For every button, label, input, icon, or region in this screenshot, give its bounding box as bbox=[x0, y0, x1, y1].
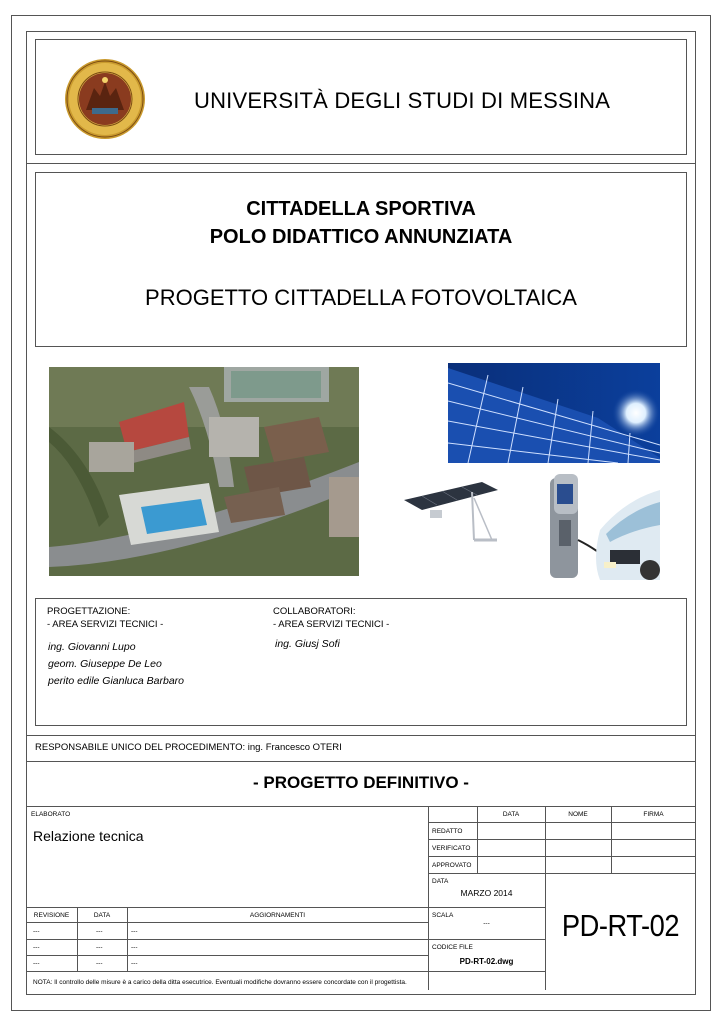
data-label: DATA bbox=[432, 878, 449, 885]
drawing-code: PD-RT-02 bbox=[561, 908, 680, 943]
codice-value: PD-RT-02.dwg bbox=[459, 957, 514, 966]
solar-carport-image bbox=[402, 478, 502, 548]
phase-bottom-line bbox=[26, 806, 696, 807]
rev-row-3-rev: --- bbox=[33, 960, 40, 967]
rev-row-2-data: --- bbox=[96, 944, 103, 951]
rev-row1-line bbox=[26, 939, 428, 940]
aerial-photo bbox=[49, 367, 359, 576]
scala-label: SCALA bbox=[432, 912, 454, 919]
tb-v-nome bbox=[545, 806, 546, 990]
tb-h-data-row bbox=[428, 907, 545, 908]
tb-h-header bbox=[428, 822, 696, 823]
rev-header-aggiornamenti: AGGIORNAMENTI bbox=[249, 912, 306, 919]
col-data-header: DATA bbox=[502, 811, 520, 818]
collab-label: COLLABORATORI: bbox=[273, 606, 356, 617]
rev-row-2-agg: --- bbox=[131, 944, 138, 951]
elaborato-label: ELABORATO bbox=[31, 811, 71, 818]
codice-label: CODICE FILE bbox=[432, 944, 473, 951]
tb-h-redatto bbox=[428, 839, 696, 840]
header-divider bbox=[26, 163, 696, 164]
note-text: NOTA: Il controllo delle misure è a carico della ditta esecutrice. Eventuali modifiche dovranno essere concordate con il progettista. bbox=[33, 979, 407, 986]
designer-2: geom. Giuseppe De Leo bbox=[48, 658, 162, 670]
data-value: MARZO 2014 bbox=[460, 888, 513, 898]
project-title-line2: POLO DIDATTICO ANNUNZIATA bbox=[209, 226, 513, 248]
rev-row-2-rev: --- bbox=[33, 944, 40, 951]
phase-title: - PROGETTO DEFINITIVO - bbox=[253, 773, 469, 792]
design-label: PROGETTAZIONE: bbox=[47, 606, 131, 617]
project-title-line1: CITTADELLA SPORTIVA bbox=[246, 198, 476, 220]
designer-3: perito edile Gianluca Barbaro bbox=[48, 675, 184, 687]
row-approvato: APPROVATO bbox=[432, 862, 472, 869]
tb-h-approvato bbox=[428, 873, 696, 874]
ev-charging-image bbox=[540, 470, 660, 585]
row-redatto: REDATTO bbox=[432, 828, 463, 835]
tb-h-verificato bbox=[428, 856, 696, 857]
rev-row3-line bbox=[26, 971, 428, 972]
project-title-line3: PROGETTO CITTADELLA FOTOVOLTAICA bbox=[145, 285, 577, 310]
rup-bottom-line bbox=[26, 761, 696, 762]
university-seal-logo bbox=[64, 58, 146, 140]
col-nome-header: NOME bbox=[568, 811, 588, 818]
col-firma-header: FIRMA bbox=[643, 811, 664, 818]
rev-top-line bbox=[26, 907, 428, 908]
rev-header-line bbox=[26, 922, 428, 923]
elaborato-value: Relazione tecnica bbox=[33, 828, 144, 844]
rev-header-data: DATA bbox=[93, 912, 111, 919]
solar-panels-photo bbox=[448, 363, 660, 463]
rup-text: RESPONSABILE UNICO DEL PROCEDIMENTO: ing. Francesco OTERI bbox=[35, 742, 342, 753]
collaborator-1: ing. Giusj Sofi bbox=[275, 638, 340, 650]
rup-top-line bbox=[26, 735, 696, 736]
designer-1: ing. Giovanni Lupo bbox=[48, 641, 136, 653]
rev-header-revisione: REVISIONE bbox=[33, 912, 70, 919]
rev-row-1-rev: --- bbox=[33, 928, 40, 935]
rev-row-3-data: --- bbox=[96, 960, 103, 967]
tb-h-codice-bottom bbox=[428, 971, 545, 972]
scala-value: --- bbox=[483, 920, 490, 927]
row-verificato: VERIFICATO bbox=[432, 845, 471, 852]
rev-row-1-data: --- bbox=[96, 928, 103, 935]
rev-row-3-agg: --- bbox=[131, 960, 138, 967]
university-name: UNIVERSITÀ DEGLI STUDI DI MESSINA bbox=[194, 88, 611, 113]
collab-area: - AREA SERVIZI TECNICI - bbox=[273, 619, 390, 630]
tb-h-scala-row bbox=[428, 939, 545, 940]
design-area: - AREA SERVIZI TECNICI - bbox=[47, 619, 164, 630]
rev-row-1-agg: --- bbox=[131, 928, 138, 935]
rev-row2-line bbox=[26, 955, 428, 956]
